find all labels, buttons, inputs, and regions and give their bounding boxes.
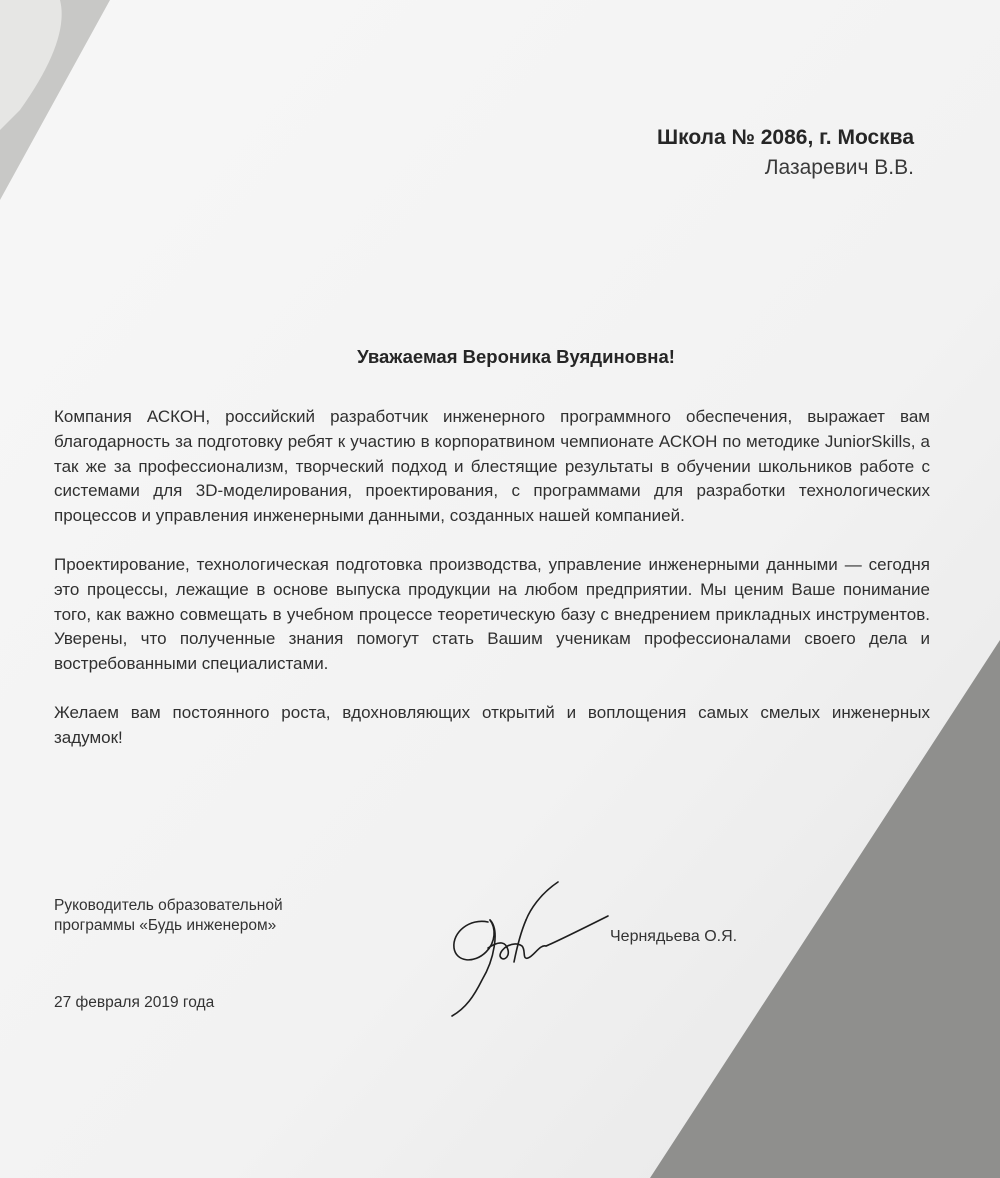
signatory-position	[54, 896, 354, 936]
position-line-1: Руководитель образовательной	[54, 897, 283, 914]
position-line-2: программы «Будь инженером»	[54, 917, 277, 934]
salutation: Уважаемая Вероника Вуядиновна!	[357, 346, 675, 367]
signatory-name: Чернядьева О.Я.	[610, 928, 738, 945]
recipient-school: Школа № 2086, г. Москва	[657, 126, 914, 149]
handwritten-signature	[430, 870, 630, 1030]
letter-date: 27 февраля 2019 года	[54, 994, 215, 1011]
letter-body	[54, 405, 930, 775]
paragraph-1: Компания АСКОН, российский разработчик инженерного программного обеспечения, выражает вам благодарность за подготовку ребят к участию в корпоратвином чемпионате АСКОН по методике JuniorSkills, а так же за профессионализм, творческий подход и блестящие результаты в обучении школьников работе с системами для 3D-моделирования, проектирования, с программами для разработки технологических процессов и управления инженерными данными, созданных нашей компанией.	[54, 407, 930, 526]
paragraph-3: Желаем вам постоянного роста, вдохновляющих открытий и воплощения самых смелых инженерных задумок!	[54, 702, 930, 747]
recipient-name: Лазаревич В.В.	[764, 156, 914, 179]
paragraph-2: Проектирование, технологическая подготовка производства, управление инженерными данными — сегодня это процессы, лежащие в основе выпуска продукции на любом предприятии. Мы ценим Ваше понимание того, как важно совмещать в учебном процессе теоретическую базу с внедрением прикладных инструментов. Уверены, что полученные знания помогут стать Вашим ученикам профессионалами своего дела и востребованными специалистами.	[54, 554, 930, 674]
